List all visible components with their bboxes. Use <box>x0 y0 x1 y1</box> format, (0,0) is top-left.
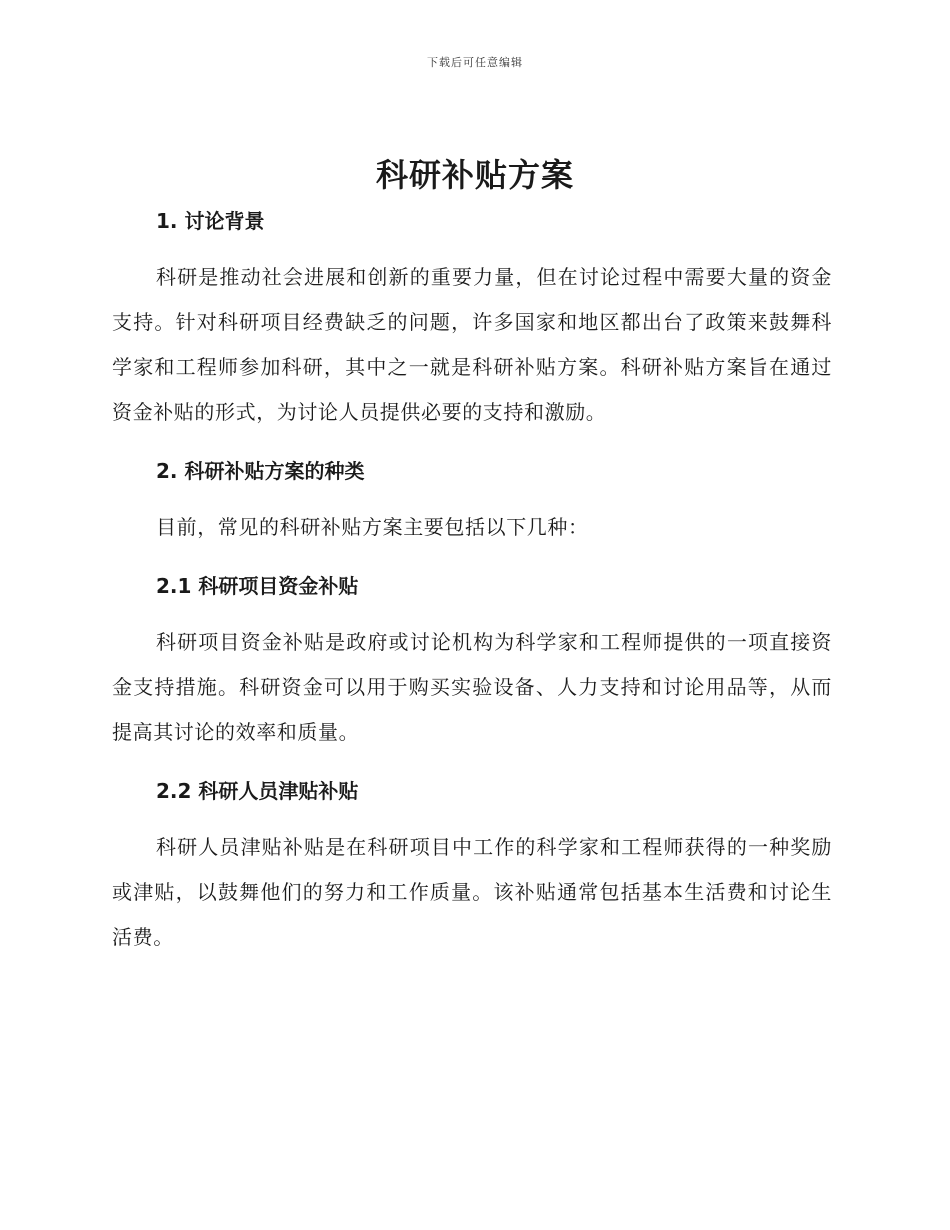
section-heading-background: 1. 讨论背景 <box>156 209 265 233</box>
section-heading-project-funding: 2.1 科研项目资金补贴 <box>156 574 359 598</box>
document-title: 科研补贴方案 <box>375 156 574 194</box>
section-paragraph-project-funding: 科研项目资金补贴是政府或讨论机构为科学家和工程师提供的一项直接资金支持措施。科研资金可以用于购买实验设备、人力支持和讨论用品等，从而提高其讨论的效率和质量。 <box>112 630 832 744</box>
section-paragraph-background: 科研是推动社会进展和创新的重要力量，但在讨论过程中需要大量的资金支持。针对科研项目经费缺乏的问题，许多国家和地区都出台了政策来鼓舞科学家和工程师参加科研，其中之一就是科研补贴方案。科研补贴方案旨在通过资金补贴的形式，为讨论人员提供必要的支持和激励。 <box>112 265 832 424</box>
section-paragraph-types: 目前，常见的科研补贴方案主要包括以下几种： <box>156 515 589 539</box>
section-heading-types: 2. 科研补贴方案的种类 <box>156 459 365 483</box>
section-paragraph-personnel-allowance: 科研人员津贴补贴是在科研项目中工作的科学家和工程师获得的一种奖励或津贴，以鼓舞他们的努力和工作质量。该补贴通常包括基本生活费和讨论生活费。 <box>112 835 832 949</box>
section-heading-personnel-allowance: 2.2 科研人员津贴补贴 <box>156 779 359 803</box>
header-note: 下载后可任意编辑 <box>427 56 523 69</box>
document-body <box>112 205 832 960</box>
